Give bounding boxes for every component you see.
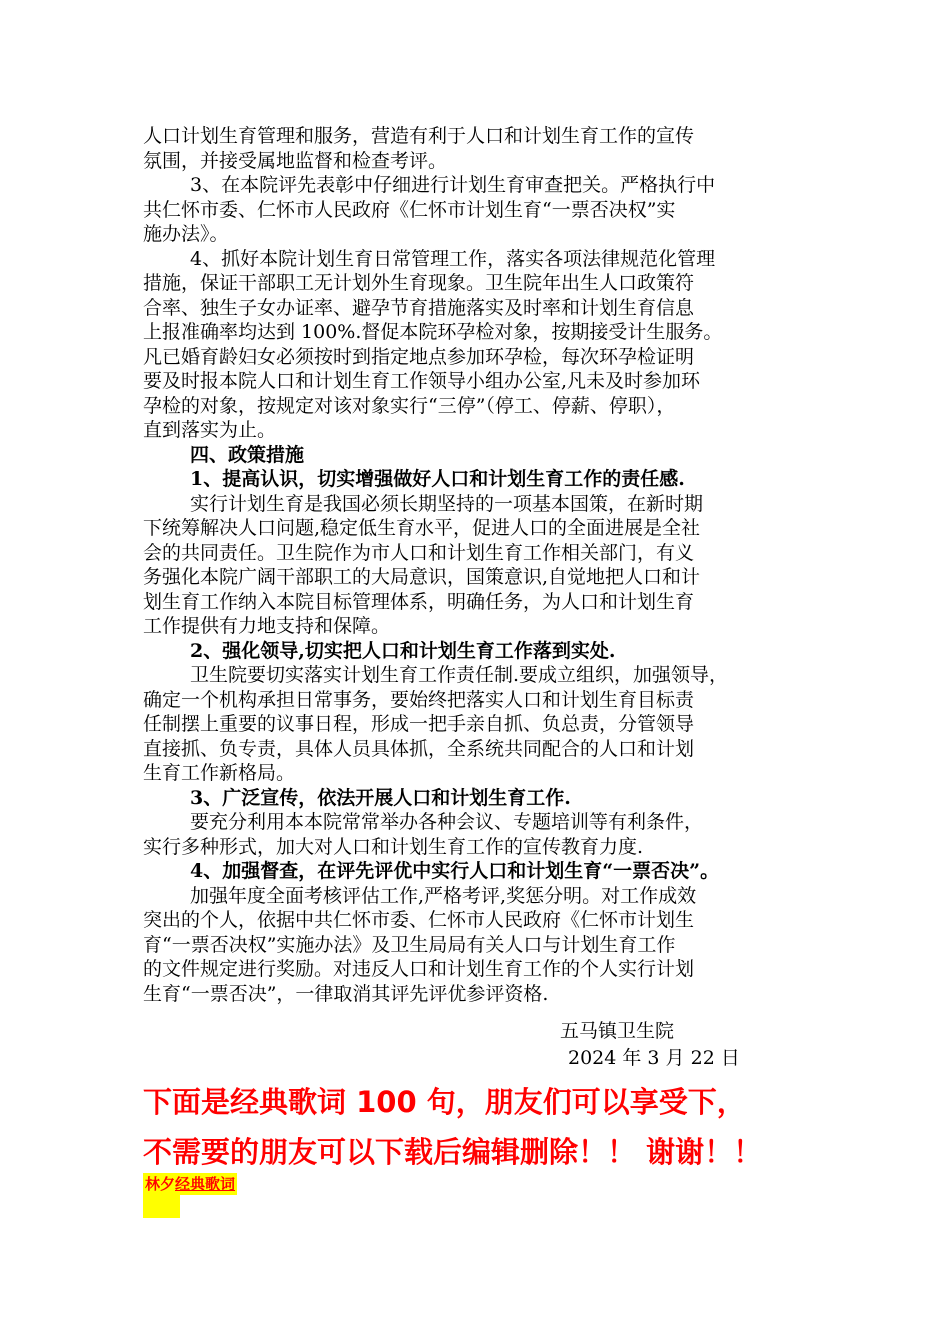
paragraph-line: 凡已婚育龄妇女必须按时到指定地点参加环孕检，每次环孕检证明 [143, 345, 695, 368]
paragraph-line: 施办法》。 [143, 223, 229, 245]
paragraph-line: 任制摆上重要的议事日程，形成一把手亲自抓、负总责，分管领导 [143, 713, 695, 735]
paragraph-line: 共仁怀市委、仁怀市人民政府《仁怀市计划生育“一票否决权”实 [143, 198, 676, 221]
paragraph-line: 要充分利用本本院常常举办各种会议、专题培训等有利条件， [190, 811, 704, 833]
paragraph-line: 确定一个机构承担日常事务，要始终把落实人口和计划生育目标责 [143, 688, 695, 711]
section-heading: 4、加强督查，在评先评优中实行人口和计划生育“一票否决”。 [190, 860, 720, 882]
paragraph-line: 上报准确率均达到 100%.督促本院环孕检对象，按期接受计生服务。 [143, 321, 723, 343]
paragraph-line: 孕检的对象，按规定对该对象实行“三停”（停工、停薪、停职）， [143, 394, 676, 417]
paragraph-line: 合率、独生子女办证率、避孕节育措施落实及时率和计划生育信息 [143, 296, 695, 319]
paragraph-line: 生育工作新格局。 [143, 762, 296, 784]
paragraph-line: 氛围，并接受属地监督和检查考评。 [143, 149, 448, 172]
paragraph-line: 4、抓好本院计划生育日常管理工作，落实各项法律规范化管理 [190, 247, 716, 270]
highlight-box [143, 1195, 180, 1218]
section-heading: 四、政策措施 [190, 443, 305, 466]
paragraph-line: 突出的个人，依据中共仁怀市委、仁怀市人民政府《仁怀市计划生 [143, 909, 695, 931]
paragraph-line: 生育“一票否决”，一律取消其评先评优参评资格. [143, 982, 549, 1005]
paragraph-line: 卫生院要切实落实计划生育工作责任制.要成立组织，加强领导， [190, 664, 729, 686]
promo-banner-line-1: 下面是经典歌词 100 句，朋友们可以享受下， [143, 1085, 746, 1119]
paragraph-line: 下统筹解决人口问题,稳定低生育水平，促进人口的全面进展是全社 [143, 517, 701, 539]
paragraph-line: 实行多种形式，加大对人口和计划生育工作的宣传教育力度. [143, 835, 644, 858]
paragraph-line: 会的共同责任。卫生院作为市人口和计划生育工作相关部门，有义 [143, 541, 695, 564]
section-heading: 3、广泛宣传，依法开展人口和计划生育工作. [190, 786, 571, 809]
paragraph-line: 3、在本院评先表彰中仔细进行计划生育审查把关。严格执行中 [190, 174, 716, 196]
lyrics-link[interactable]: 经典歌词 [175, 1175, 236, 1193]
signature-block [560, 1018, 740, 1072]
paragraph-line: 加强年度全面考核评估工作,严格考评,奖惩分明。对工作成效 [190, 884, 697, 907]
paragraph-line: 实行计划生育是我国必须长期坚持的一项基本国策，在新时期 [190, 492, 704, 515]
signature-date: 2024 年 3 月 22 日 [568, 1047, 740, 1069]
paragraph-line: 直到落实为止。 [143, 419, 277, 441]
body-text [143, 124, 823, 1006]
paragraph-line: 的文件规定进行奖励。对违反人口和计划生育工作的个人实行计划 [143, 958, 695, 980]
paragraph-line: 人口计划生育管理和服务，营造有利于人口和计划生育工作的宣传 [143, 125, 695, 147]
paragraph-line: 直接抓、负专责，具体人员具体抓，全系统共同配合的人口和计划 [143, 737, 695, 760]
section-heading: 2、强化领导,切实把人口和计划生育工作落到实处. [190, 639, 616, 662]
paragraph-line: 务强化本院广阔干部职工的大局意识，国策意识,自觉地把人口和计 [143, 566, 701, 588]
paragraph-line: 划生育工作纳入本院目标管理体系，明确任务，为人口和计划生育 [143, 590, 695, 613]
section-heading: 1、提高认识，切实增强做好人口和计划生育工作的责任感. [190, 468, 685, 490]
paragraph-line: 措施，保证干部职工无计划外生育现象。卫生院年出生人口政策符 [143, 272, 695, 294]
paragraph-line: 工作提供有力地支持和保障。 [143, 615, 391, 637]
promo-banner-line-2: 不需要的朋友可以下载后编辑删除！！ 谢谢！！ [143, 1135, 763, 1169]
paragraph-line: 要及时报本院人口和计划生育工作领导小组办公室,凡未及时参加环 [143, 370, 701, 392]
signature-org: 五马镇卫生院 [560, 1020, 675, 1042]
lyrics-tag [143, 1173, 237, 1195]
paragraph-line: 育“一票否决权”实施办法》及卫生局局有关人口与计划生育工作 [143, 933, 676, 956]
lyrics-tag-prefix: 林夕 [145, 1175, 176, 1193]
